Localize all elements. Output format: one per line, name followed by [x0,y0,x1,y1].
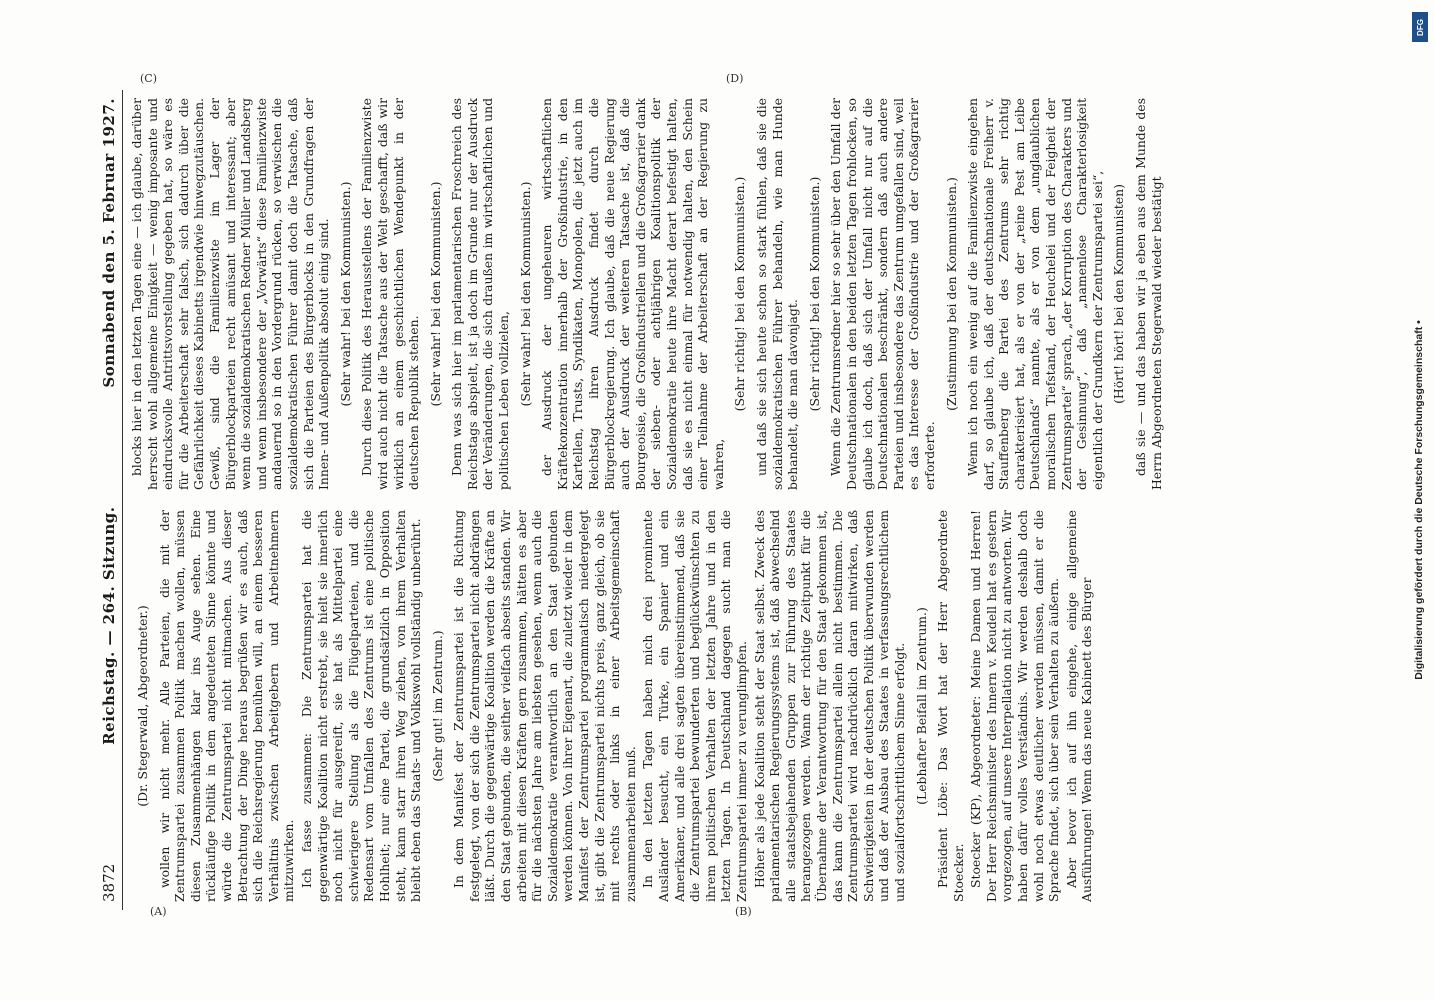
text-columns [123,90,1328,910]
paragraph: daß sie — und das haben wir ja eben aus dem Munde des Herrn Abgeordneten Stegerwald wieder bestätigt [1133,98,1164,490]
paragraph: der Ausdruck der ungeheuren wirtschaftlichen Kräftekonzentration innerhalb der Großindustrie, in den Kartellen, Trusts, Syndikaten, Monopolen, die jetzt auch im Reichstag ihren Ausdruck findet durch die Bürgerblockregierung. Ich glaube, daß die neue Regierung auch der Ausdruck der weiteren Tatsache ist, daß die Bourgeoisie, die Großindustriellen und die Großagrarier dank der sieben- oder achtjährigen Koalitionspolitik der Sozialdemokratie heute ihre Macht derart befestigt halten, daß sie es nicht einmal für notwendig halten, den Schein einer Teilnahme der Arbeiterschaft an der Regierung zu wahren, [539,98,726,490]
paragraph: Höher als jede Koalition steht der Staat selbst. Zweck des parlamentarischen Regierungssystems ist, daß abwechselnd alle staatsbejahenden Gruppen zur Führung des Staates herangezogen werden. Wann der richtige Zeitpunkt für die Übernahme der Verantwortung für den Staat gekommen ist, das kann die Zentrumspartei allein nicht bestimmen. Die Zentrumspartei wird nachdrücklich daran mitwirken, daß Schwierigkeiten in der deutschen Politik überwunden werden und daß der Ausbau des Staates in verfassungsrechtlichem und sozialfortschrittlichem Sinne erfolgt. [751,510,907,902]
paragraph: Wenn die Zentrumsredner hier so sehr über den Umfall der Deutschnationalen in den beiden letzten Tagen frohlocken, so glaube ich doch, daß sich der Umfall nicht nur auf die Deutschnationalen beschränkt, sondern daß auch andere Parteien und insbesondere das Zentrum umgefallen sind, weil es das Interesse der Großindustrie und der Großagrarier erforderte. [828,98,937,490]
session-date: Sonnabend den 5. Februar 1927. [100,98,118,388]
left-column [129,510,1328,902]
margin-mark-c: (C) [140,72,157,85]
paragraph: (Dr. Stegerwald, Abgeordneter.) [135,605,150,807]
paragraph: (Sehr wahr! bei den Kommunisten.) [337,181,353,407]
credit-text: Digitalisierung gefördert durch die Deutsche Forschungsgemeinschaft • [1413,320,1426,680]
dfg-logo: DFG [1412,12,1428,42]
paragraph: Denn was sich hier im parlamentarischen Froschreich des Reichstags abspielt, ist ja doch im Grunde nur der Ausdruck der Veränderungen, die sich draußen im wirtschaftlichen und politischen Leben vollzielen, [449,98,512,490]
paragraph: wollen wir nicht mehr. Alle Parteien, die mit der Zentrumspartei zusammen Politik machen wollen, müssen diesen Zusammenhängen klar ins Auge sehen. Eine rückläufige Politik in dem angedeuteten Sinne könnte und würde die Zentrumspartei nicht mitmachen. Aus dieser Betrachtung der Dinge heraus begrüßen wir es auch, daß sich die Reichsregierung bemühen will, an einem besseren Verhältnis zwischen Arbeitgebern und Arbeitnehmern mitzuwirken. [156,510,297,902]
paragraph: (Hört! hört! bei den Kommunisten) [1111,184,1127,404]
page-header [95,90,123,910]
paragraph: Präsident Löbe: Das Wort hat der Herr Abgeordnete Stoecker. [935,510,966,902]
margin-mark-d: (D) [726,72,744,85]
paragraph: In dem Manifest der Zentrumspartei ist die Richtung festgelegt, von der sich die Zentrumspartei nicht abdrängen läßt. Durch die gegenwärtige Koalition werden die Kräfte an den Staat gebunden, die seither vielfach abseits standen. Wir arbeiten mit diesen Kräften gern zusammen, hätten es aber für die nächsten Jahre am liebsten gesehen, wenn auch die Sozialdemokratie verantwortlich an den Staat gebunden werden können. Von ihrer Eigenart, die zuletzt wieder in dem Manifest der Zentrumspartei programmatisch niedergelegt ist, gibt die Zentrumspartei nichts preis, ganz gleich, ob sie mit rechts oder links in einer Arbeitsgemeinschaft zusammenarbeiten muß. [451,510,638,902]
paragraph: (Zustimmung bei den Kommunisten.) [943,177,959,411]
paragraph: (Sehr gut! im Zentrum.) [429,630,445,782]
paragraph: Stoecker (KP), Abgeordneter: Meine Damen und Herren! Der Herr Reichsminister des Innern v. Keudell hat es gestern vorgezogen, auf unsere Interpellation nicht zu antworten. Wir haben dafür volles Verständnis. Wir werden deshalb doch wohl noch etwas deutlicher werden müssen, damit er die Sprache findet, sich über sein Verhalten zu äußern. [968,510,1062,902]
paragraph: und daß sie sich heute schon so stark fühlen, daß sie die sozialdemokratischen Führer behandeln, wie man Hunde behandelt, die man davonjagt. [753,98,801,490]
paragraph: (Sehr richtig! bei den Kommunisten.) [806,176,822,412]
credit-line [1406,0,1432,1000]
paragraph: (Sehr richtig! bei den Kommunisten.) [732,176,748,412]
paragraph: (Sehr wahr! bei den Kommunisten.) [517,181,533,407]
paragraph: (Sehr wahr! bei den Kommunisten.) [427,181,443,407]
page-number: 3872 [100,863,118,902]
paragraph: blocks hier in den letzten Tagen eine — ich glaube, darüber herrscht wohl allgemeine Einigkeit — wenig imposante und eindrucksvolle Antrittsvorstellung gegeben hat, so wäre es für die Arbeiterschaft sehr falsch, sich dadurch über die Gefährlichkeit dieses Kabinetts irgendwie hinwegzutäuschen. Gewiß, sind die Familienzwiste im Lager der Bürgerblockparteien recht amüsant und interessant; aber wenn die sozialdemokratischen Redner Müller und Landsberg und wenn insbesondere der „Vorwärts“ diese Familienzwiste andauernd so in den Vordergrund rücken, so verwischen die sozialdemokratischen Führer damit doch die Tatsache, daß sich die Parteien des Bürgerblocks in den Grundfragen der Innen- und Außenpolitik absolut einig sind. [129,98,332,490]
paragraph: Durch diese Politik des Herausstellens der Familienzwiste wird auch nicht die Tatsache aus der Welt geschafft, daß wir wirklich an einem geschichtlichen Wendepunkt in der deutschen Republik stehen. [359,98,422,490]
paragraph: Wenn ich noch ein wenig auf die Familienzwiste eingehen darf, so glaube ich, daß der deutschnationale Freiherr v. Stauffenberg die Partei des Zentrums sehr richtig charakterisiert hat, als er von der „reine Pest am Leibe Deutschlands“ nannte, als er von dem „unglaublichen moralischen Tiefstand, der Heuchelei und der Feigheit der Zentrumspartei“ sprach, „der Korruption des Charakters und der Gesinnung“, daß „namenlose Charakterlosigkeit eigentlich der Grundkern der Zentrumspartei sei“, [965,98,1105,490]
session-title: Reichstag. — 264. Sitzung. [100,506,118,745]
right-column [129,98,1328,490]
margin-mark-a: (A) [150,905,167,918]
rotated-sheet [95,90,1345,910]
paragraph: Aber bevor ich auf ihn eingehe, einige allgemeine Ausführungen! Wenn das neue Kabinett des Bürger [1063,510,1095,902]
margin-mark-b: (B) [735,905,752,918]
paragraph: (Lebhafter Beifall im Zentrum.) [913,607,929,805]
paragraph: In den letzten Tagen haben mich drei prominente Ausländer besucht, ein Türke, ein Spanier und ein Amerikaner, und alle drei sagten übereinstimmend, daß sie die Zentrumspartei bewunderten und beglückwünschten zu ihrem politischen Verhalten der letzten Jahre und in den letzten Tagen. In Deutschland dagegen sucht man die Zentrumspartei immer zu verunglimpfen. [640,510,749,902]
paragraph: Ich fasse zusammen: Die Zentrumspartei hat die gegenwärtige Koalition nicht erstrebt, sie hielt sie innerlich noch nicht für ausgereift, sie hat als Mittelpartei eine schwierigere Stellung als die Flügelparteien, und die Redensart vom Umfallen des Zentrums ist eine politische Hohlheit; nur eine Partei, die grundsätzlich in Opposition steht, kann starr ihren Weg ziehen, von ihrem Verhalten bleibt eben das Staats- und Volkswohl vollständig unberührt. [298,510,424,902]
